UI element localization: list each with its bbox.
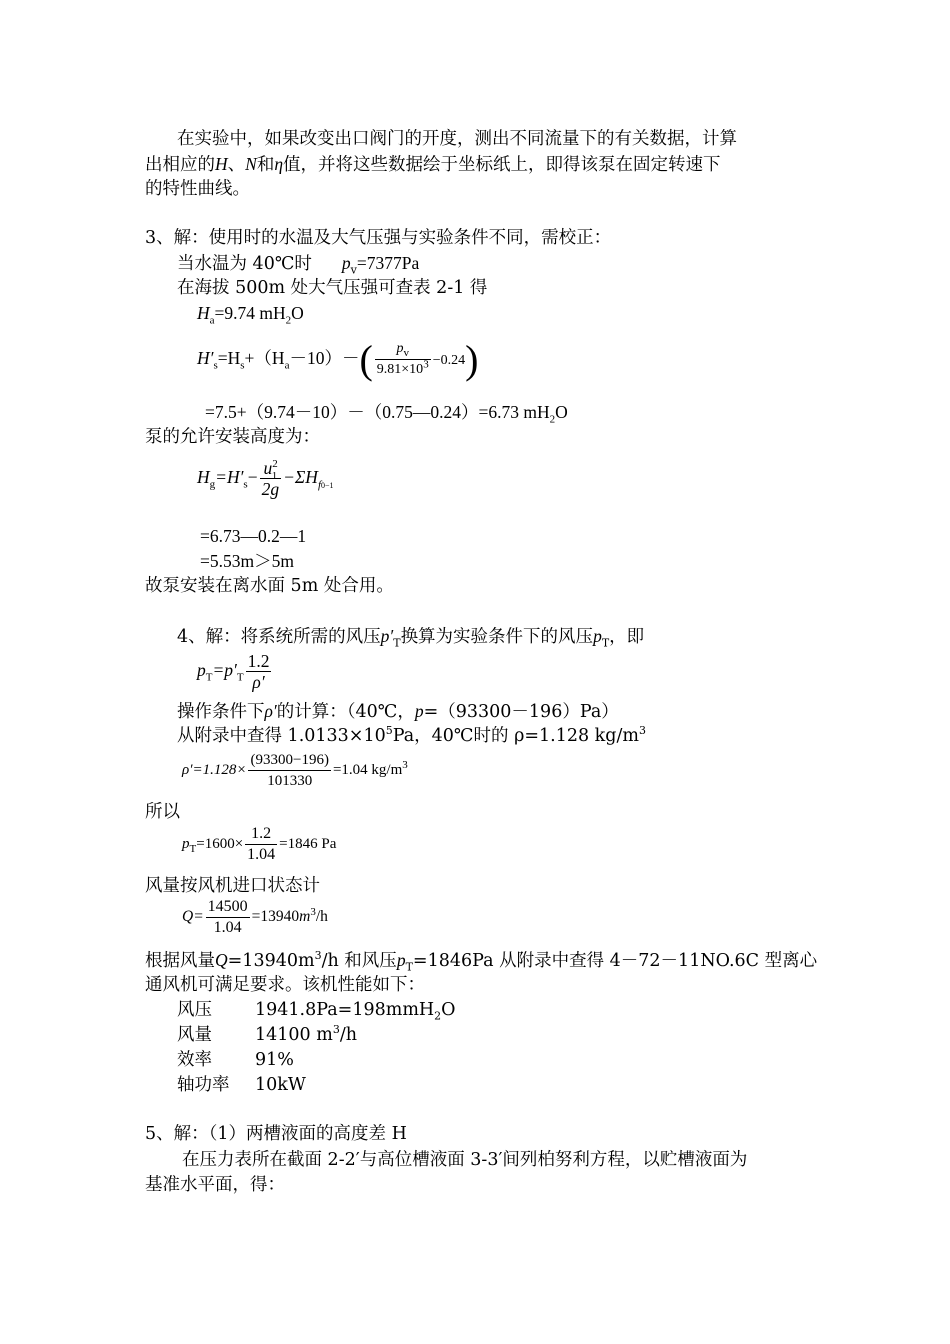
para1-line1: 在实验中，如果改变出口阀门的开度，测出不同流量下的有关数据，计算 <box>177 129 737 149</box>
appendix-line: 从附录中查得 $1.0133\times 10^5Pa$，40℃时的 ρ=1.128 $kg/m^3$ <box>177 724 646 746</box>
rho-formula: ρ′=1.128× $\frac{(93300-196)}{101330}$ =1.04 $kg/m^3$ <box>182 752 408 790</box>
section5-line2: 基准水平面，得： <box>145 1175 285 1195</box>
hg-formula: $H_g=H'_s-$ $\frac{u^2_1}{2g}$ $-\Sigma H_{f0-1}$ <box>197 458 334 500</box>
flow-basis-line: 风量按风机进口状态计 <box>145 876 320 896</box>
section5-line1: 在压力表所在截面 2-2′与高位槽液面 3-3′间列柏努利方程，以贮槽液面为 <box>182 1150 748 1170</box>
para1-line2: 出相应的H、N和η值，并将这些数据绘于坐标纸上，即得该泵在固定转速下 <box>145 154 721 175</box>
section3-heading: 3、解：使用时的水温及大气压强与实验条件不同，需校正： <box>145 228 612 248</box>
hs-result: =7.5+（9.74－10）－（0.75—0.24）=6.73 $mH_2O$ <box>205 402 568 426</box>
section5-heading: 5、解：（1）两槽液面的高度差 H <box>145 1124 407 1144</box>
install-height-label: 泵的允许安装高度为： <box>145 427 320 447</box>
hg-calc-2: =5.53m＞5m <box>200 551 294 571</box>
pt-result-formula: $p_T=1600\times$ $\frac{1.2}{1.04}$ =1846 Pa <box>182 825 337 864</box>
para1-line3: 的特性曲线。 <box>145 179 250 199</box>
section4-heading: 4、解：将系统所需的风压$p'_T$换算为实验条件下的风压$p_T$，即 <box>177 626 645 650</box>
pt-conversion-formula: $p_T=p'_T$ $\frac{1.2}{\rho'}$ <box>197 651 270 693</box>
spec-row: 效率 91% <box>177 1050 294 1070</box>
flow-formula: Q= $\frac{14500}{1.04}$ $=13940m^3/h$ <box>182 897 328 936</box>
hg-calc-1: =6.73—0.2—1 <box>200 526 307 546</box>
section3-conclusion: 故泵安装在离水面 5m 处合用。 <box>145 576 394 596</box>
so-label: 所以 <box>145 802 180 822</box>
hs-correction-formula: $H'_s=H_s+(H_a-10)-$( $\frac{p_v}{9.81\times 10^3}$ −0.24) <box>197 336 479 382</box>
spec-row: 风量 14100 $m^3/h$ <box>177 1023 357 1045</box>
operating-conditions-line: 操作条件下ρ′的计算：（40℃，p=（93300－196）Pa） <box>177 701 619 722</box>
spec-row: 风压 1941.8Pa=198mmH$_2$O <box>177 1000 456 1023</box>
ha-value: $H_a=9.74$ $mH_2O$ <box>197 303 304 327</box>
water-temp-line: 当水温为 40℃时 $p_v=7377Pa$ <box>177 253 420 277</box>
spec-row: 轴功率 10kW <box>177 1075 306 1095</box>
altitude-line: 在海拔 500m 处大气压强可查表 2-1 得 <box>177 278 488 298</box>
selection-line2: 通风机可满足要求。该机性能如下： <box>145 975 425 995</box>
selection-line1: 根据风量$Q=13940m^3/h$ 和风压$p_T=1846Pa$ 从附录中查得 4－72－11NO.6C 型离心 <box>145 949 818 974</box>
